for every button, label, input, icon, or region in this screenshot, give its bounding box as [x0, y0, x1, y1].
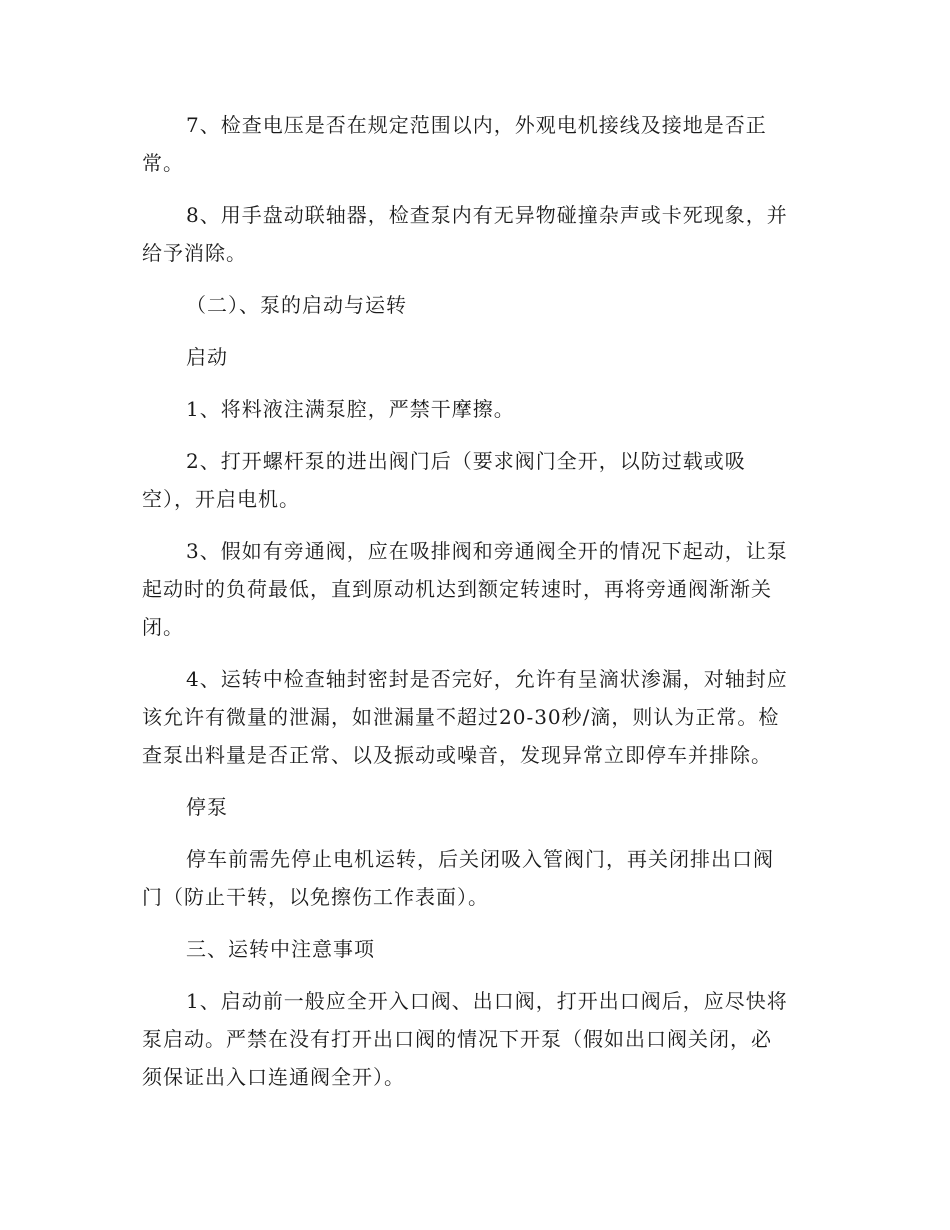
paragraph-line: 7、检查电压是否在规定范围以内，外观电机接线及接地是否正	[186, 113, 767, 137]
heading-text: （二）、泵的启动与运转	[186, 293, 407, 317]
paragraph-start-2	[142, 442, 810, 518]
paragraph-item-7	[142, 106, 810, 182]
paragraph-line: 门（防止干转，以免擦伤工作表面）。	[142, 885, 489, 909]
paragraph-line: 起动时的负荷最低，直到原动机达到额定转速时，再将旁通阀渐渐关	[142, 577, 772, 601]
paragraph-line: 停车前需先停止电机运转，后关闭吸入管阀门，再关闭排出口阀	[186, 847, 774, 871]
paragraph-start-3	[142, 532, 810, 646]
paragraph-line: 该允许有微量的泄漏，如泄漏量不超过20-30秒/滴，则认为正常。检	[142, 705, 780, 729]
paragraph-line: 泵启动。严禁在没有打开出口阀的情况下开泵（假如出口阀关闭，必	[142, 1027, 772, 1051]
heading-text: 停泵	[186, 795, 228, 819]
paragraph-line: 查泵出料量是否正常、以及振动或噪音，发现异常立即停车并排除。	[142, 743, 772, 767]
paragraph-start-4	[142, 660, 810, 774]
paragraph-line: 须保证出入口连通阀全开）。	[142, 1065, 405, 1089]
paragraph-line: 8、用手盘动联轴器，检查泵内有无异物碰撞杂声或卡死现象，并	[186, 203, 788, 227]
paragraph-start-1	[142, 390, 810, 428]
paragraph-stop-1	[142, 840, 810, 916]
paragraph-line: 1、启动前一般应全开入口阀、出口阀，打开出口阀后，应尽快将	[186, 989, 788, 1013]
subheading-stop	[142, 788, 810, 826]
subheading-start	[142, 338, 810, 376]
paragraph-line: 3、假如有旁通阀，应在吸排阀和旁通阀全开的情况下起动，让泵	[186, 539, 788, 563]
paragraph-line: 4、运转中检查轴封密封是否完好，允许有呈滴状渗漏，对轴封应	[186, 667, 788, 691]
paragraph-line: 2、打开螺杆泵的进出阀门后（要求阀门全开，以防过载或吸	[186, 449, 746, 473]
section-heading-notes	[142, 930, 810, 968]
heading-text: 三、运转中注意事项	[186, 937, 375, 961]
paragraph-line: 常。	[142, 151, 184, 175]
document-body	[142, 106, 810, 1110]
paragraph-notes-1	[142, 982, 810, 1096]
paragraph-item-8	[142, 196, 810, 272]
paragraph-line: 1、将料液注满泵腔，严禁干摩擦。	[186, 397, 515, 421]
paragraph-line: 闭。	[142, 615, 184, 639]
heading-text: 启动	[186, 345, 228, 369]
paragraph-line: 给予消除。	[142, 241, 247, 265]
paragraph-line: 空），开启电机。	[142, 487, 300, 511]
section-heading-pump-start-run	[142, 286, 810, 324]
